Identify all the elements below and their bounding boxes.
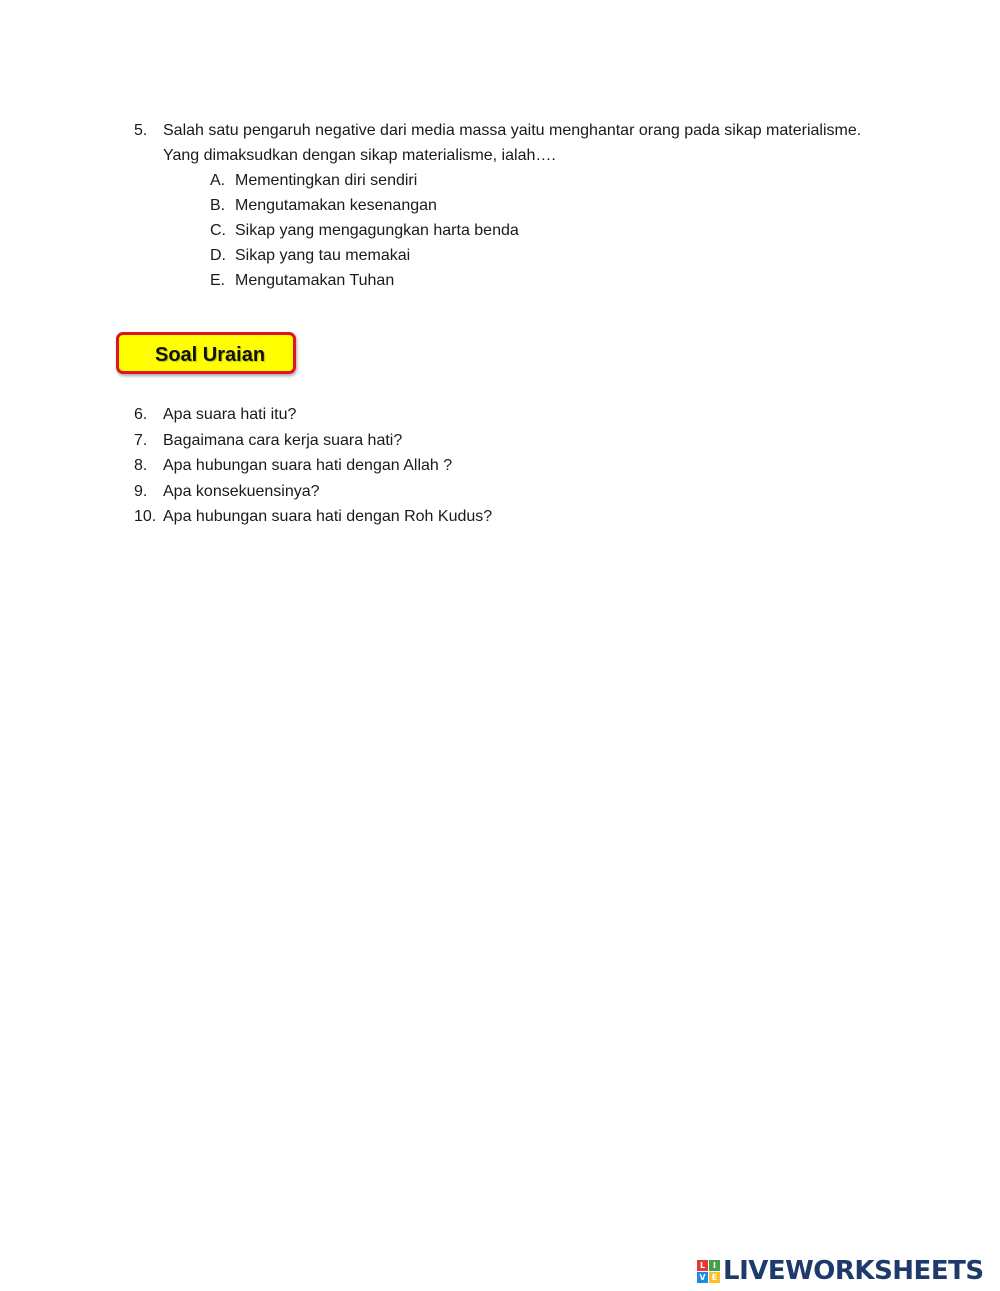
question-text: Apa hubungan suara hati dengan Allah ? xyxy=(163,457,453,474)
logo-letter-i: I xyxy=(709,1260,720,1271)
question-number: 9. xyxy=(134,482,148,500)
logo-text: LIVEWORKSHEETS xyxy=(723,1256,984,1286)
option-letter: E. xyxy=(210,272,226,289)
essay-questions xyxy=(134,402,934,530)
section-heading-box xyxy=(116,332,296,374)
option-letter: C. xyxy=(210,222,226,239)
question-text: Apa hubungan suara hati dengan Roh Kudus? xyxy=(163,508,493,525)
option-a[interactable] xyxy=(210,168,934,193)
logo-letter-e: E xyxy=(709,1272,720,1283)
question-number: 10. xyxy=(134,508,157,525)
option-letter: A. xyxy=(210,172,226,189)
option-text: Mementingkan diri sendiri xyxy=(235,172,418,189)
question-number: 5. xyxy=(134,122,148,139)
option-letter: B. xyxy=(210,197,226,214)
question-number: 8. xyxy=(134,457,148,474)
question-number: 7. xyxy=(134,431,148,449)
question-5 xyxy=(134,118,934,293)
logo-letter-v: V xyxy=(697,1272,708,1283)
question-text: Bagaimana cara kerja suara hati? xyxy=(163,431,403,449)
option-text: Sikap yang mengagungkan harta benda xyxy=(235,222,519,239)
option-b[interactable] xyxy=(210,193,934,218)
section-title: Soal Uraian xyxy=(155,344,266,366)
question-9 xyxy=(134,479,934,505)
question-7 xyxy=(134,428,934,454)
question-5-line-2: Yang dimaksudkan dengan sikap materialisme, ialah…. xyxy=(163,147,556,164)
answer-options xyxy=(210,168,934,293)
question-text: Apa konsekuensinya? xyxy=(163,482,320,500)
option-text: Mengutamakan Tuhan xyxy=(235,272,395,289)
question-text: Apa suara hati itu? xyxy=(163,406,297,423)
logo-letter-l: L xyxy=(697,1260,708,1271)
option-c[interactable] xyxy=(210,218,934,243)
option-text: Sikap yang tau memakai xyxy=(235,247,411,264)
question-10 xyxy=(134,504,934,530)
question-text: Salah satu pengaruh negative dari media massa yaitu menghantar orang pada sikap materialisme. xyxy=(163,122,862,139)
logo-icon xyxy=(697,1260,720,1283)
liveworksheets-logo xyxy=(697,1256,984,1286)
question-5-line-1 xyxy=(134,118,934,143)
option-text: Mengutamakan kesenangan xyxy=(235,197,437,214)
option-letter: D. xyxy=(210,247,226,264)
option-e[interactable] xyxy=(210,268,934,293)
option-d[interactable] xyxy=(210,243,934,268)
question-8 xyxy=(134,453,934,479)
question-number: 6. xyxy=(134,406,148,423)
question-6 xyxy=(134,402,934,428)
